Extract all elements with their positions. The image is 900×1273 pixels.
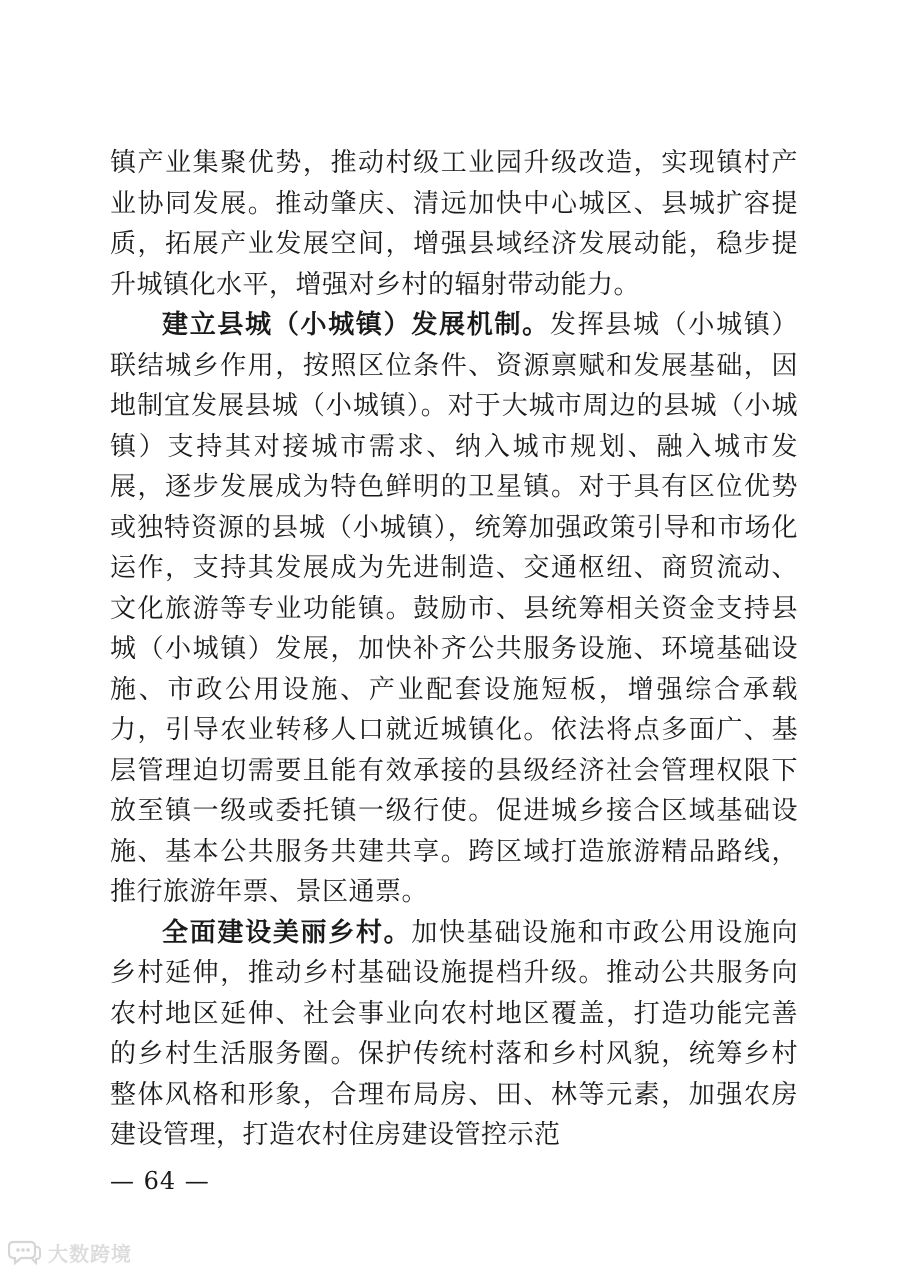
- paragraph-2-text: 发挥县城（小城镇）联结城乡作用，按照区位条件、资源禀赋和发展基础，因地制宜发展县城（小城镇）。对于大城市周边的县城（小城镇）支持其对接城市需求、纳入城市规划、融入城市发展，逐步发展成为特色鲜明的卫星镇。对于具有区位优势或独特资源的县城（小城镇），统筹加强政策引导和市场化运作，支持其发展成为先进制造、交通枢纽、商贸流动、文化旅游等专业功能镇。鼓励市、县统筹相关资金支持县城（小城镇）发展，加快补齐公共服务设施、环境基础设施、市政公用设施、产业配套设施短板，增强综合承载力，引导农业转移人口就近城镇化。依法将点多面广、基层管理迫切需要且能有效承接的县级经济社会管理权限下放至镇一级或委托镇一级行使。促进城乡接合区域基础设施、基本公共服务共建共享。跨区域打造旅游精品路线，推行旅游年票、景区通票。: [110, 310, 798, 907]
- paragraph-1-text: 镇产业集聚优势，推动村级工业园升级改造，实现镇村产业协同发展。推动肇庆、清远加快中心城区、县城扩容提质，拓展产业发展空间，增强县域经济发展动能，稳步提升城镇化水平，增强对乡村的辐射带动能力。: [110, 148, 798, 300]
- paragraph-3-heading: 全面建设美丽乡村。: [162, 917, 412, 948]
- document-body: [110, 143, 798, 1156]
- paragraph-2-heading: 建立县城（小城镇）发展机制。: [162, 310, 550, 340]
- paragraph-3: [110, 913, 798, 1156]
- paragraph-3-text: 加快基础设施和市政公用设施向乡村延伸，推动乡村基础设施提档升级。推动公共服务向农村地区延伸、社会事业向农村地区覆盖，打造功能完善的乡村生活服务圈。保护传统村落和乡村风貌，统筹乡村整体风格和形象，合理布局房、田、林等元素，加强农房建设管理，打造农村住房建设管控示范: [110, 917, 798, 1150]
- paragraph-2: [110, 305, 798, 913]
- page-number: — 64 —: [110, 1167, 210, 1195]
- chat-bubble-logo-icon: [8, 1238, 42, 1266]
- watermark: [8, 1236, 132, 1268]
- paragraph-1: [110, 143, 798, 305]
- watermark-text: 大数跨境: [48, 1241, 132, 1266]
